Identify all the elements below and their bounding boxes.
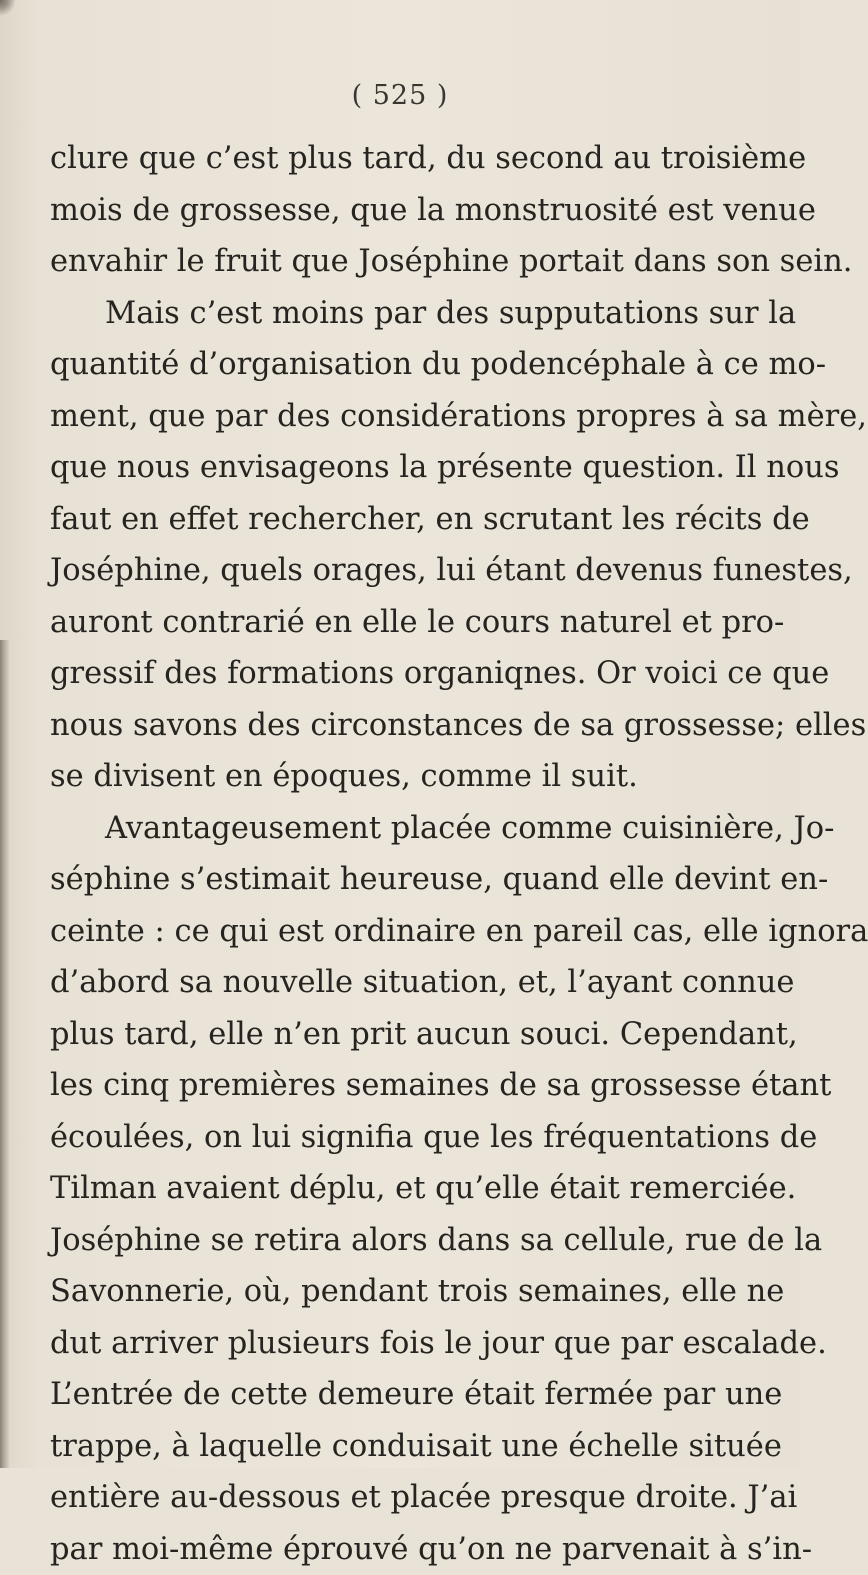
text-line: clure que c’est plus tard, du second au troisième xyxy=(50,133,738,185)
text-line: Joséphine, quels orages, lui étant devenus funestes, xyxy=(50,545,738,597)
text-line: plus tard, elle n’en prit aucun souci. Cependant, xyxy=(50,1009,738,1061)
text-line: Savonnerie, où, pendant trois semaines, elle ne xyxy=(50,1266,738,1318)
text-line: les cinq premières semaines de sa grossesse étant xyxy=(50,1060,738,1112)
binding-edge xyxy=(0,640,10,1468)
page-number: ( 525 ) xyxy=(0,80,800,111)
text-line: écoulées, on lui signifia que les fréquentations de xyxy=(50,1112,738,1164)
text-line: séphine s’estimait heureuse, quand elle devint en- xyxy=(50,854,738,906)
paragraph-start-line: Avantageusement placée comme cuisinière, Jo- xyxy=(50,803,738,855)
text-line: auront contrarié en elle le cours naturel et pro- xyxy=(50,597,738,649)
text-line: quantité d’organisation du podencéphale à ce mo- xyxy=(50,339,738,391)
text-line: ceinte : ce qui est ordinaire en pareil cas, elle ignora xyxy=(50,906,738,958)
text-line: entière au-dessous et placée presque droite. J’ai xyxy=(50,1472,738,1524)
text-line: faut en effet rechercher, en scrutant les récits de xyxy=(50,494,738,546)
body-text xyxy=(50,133,738,1575)
text-line: envahir le fruit que Joséphine portait dans son sein. xyxy=(50,236,738,288)
text-line: trappe, à laquelle conduisait une échelle située xyxy=(50,1421,738,1473)
paragraph-start-line: Mais c’est moins par des supputations sur la xyxy=(50,288,738,340)
text-line: gressif des formations organiqnes. Or voici ce que xyxy=(50,648,738,700)
text-line: d’abord sa nouvelle situation, et, l’ayant connue xyxy=(50,957,738,1009)
text-line: par moi-même éprouvé qu’on ne parvenait à s’in- xyxy=(50,1524,738,1575)
paragraph-end-line: se divisent en époques, comme il suit. xyxy=(50,751,738,803)
text-line: ment, que par des considérations propres à sa mère, xyxy=(50,391,738,443)
text-line: Tilman avaient déplu, et qu’elle était remerciée. xyxy=(50,1163,738,1215)
text-line: nous savons des circonstances de sa grossesse; elles xyxy=(50,700,738,752)
text-line: Joséphine se retira alors dans sa cellule, rue de la xyxy=(50,1215,738,1267)
text-line: dut arriver plusieurs fois le jour que par escalade. xyxy=(50,1318,738,1370)
text-line: L’entrée de cette demeure était fermée par une xyxy=(50,1369,738,1421)
page-corner-shadow xyxy=(0,0,16,26)
text-line: mois de grossesse, que la monstruosité est venue xyxy=(50,185,738,237)
text-line: que nous envisageons la présente question. Il nous xyxy=(50,442,738,494)
